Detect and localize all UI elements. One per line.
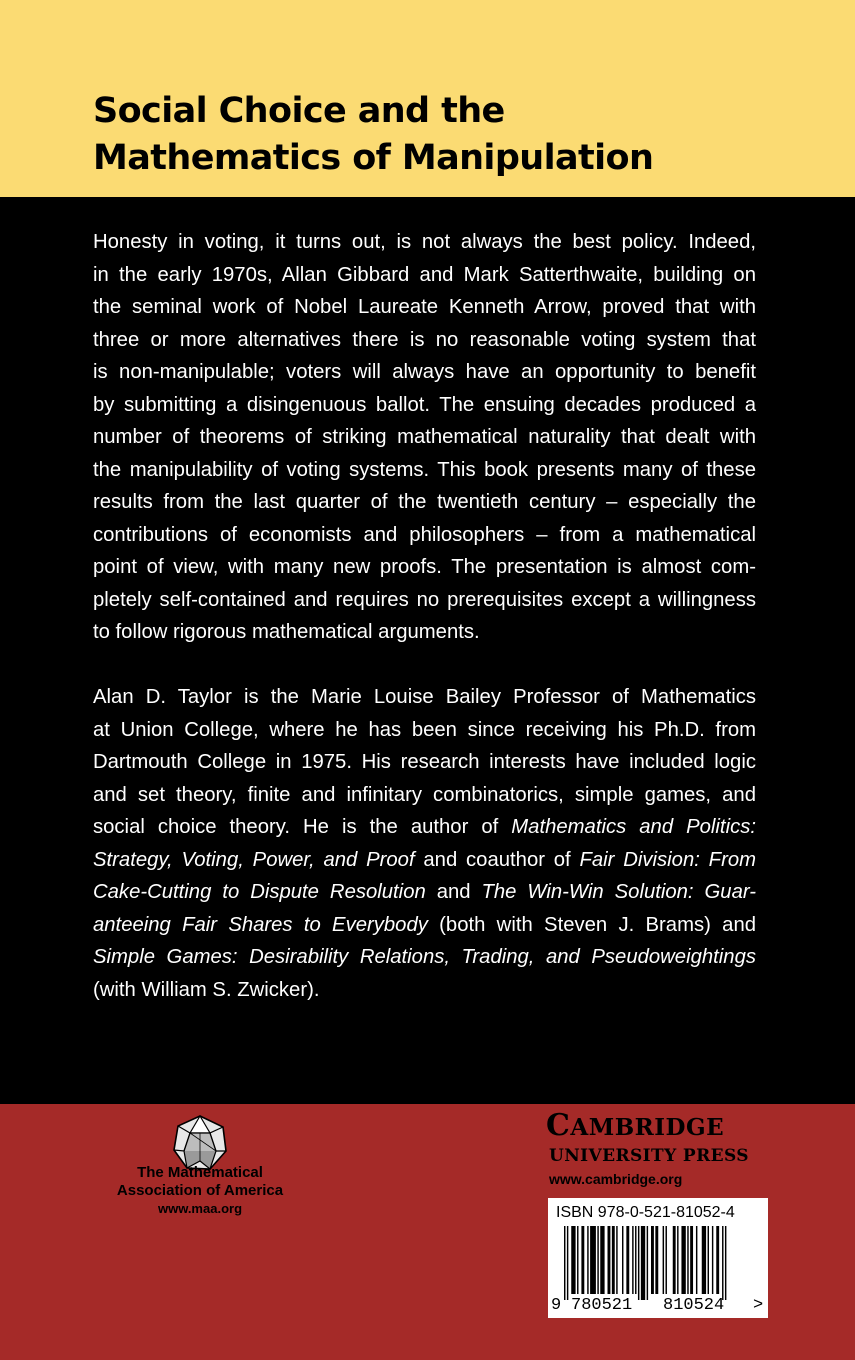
description-line: number of theorems of striking mathematical naturality that dealt with [93,426,756,448]
barcode-bar [651,1226,654,1294]
bio-text: (both with Steven J. Brams) and [427,913,756,936]
barcode-bar [581,1226,584,1294]
blurb-area [0,197,855,1104]
bio-text: and coauthor of [414,848,580,871]
isbn-barcode [548,1198,768,1318]
book-title-italic: Strategy, Voting, Power, and Proof [93,848,415,871]
barcode-bar [632,1226,633,1294]
cambridge-rest: AMBRIDGE [570,1114,725,1141]
isbn-label: ISBN 978-0-521-81052-4 [556,1204,735,1221]
book-title-italic: The Win-Win Solution: Guar- [481,881,756,903]
description-line: the manipulability of voting systems. This book presents many of these [93,458,756,481]
barcode-bar [687,1226,688,1294]
bio-line: Dartmouth College in 1975. His research interests have included logic [93,751,756,773]
book-title-italic: Fair Division: From [579,848,756,871]
bio-line: and set theory, finite and infinitary combinatorics, simple games, and [93,783,756,806]
bio-line [93,811,756,844]
title-line-2: Mathematics of Manipulation [93,138,654,178]
barcode-bar [677,1226,678,1294]
title-line-1: Social Choice and the [93,91,505,131]
barcode-bar [635,1226,636,1294]
description-line: the seminal work of Nobel Laureate Kenneth Arrow, proved that with [93,296,756,318]
barcode-digit-group-1: 780521 [571,1296,633,1315]
barcode-digit-first: 9 [551,1296,562,1315]
barcode-bar [690,1226,693,1294]
barcode-bar [702,1226,706,1294]
publisher-band [0,1104,855,1360]
description-paragraph [93,226,756,649]
title-band [0,0,855,197]
barcode-bar [622,1226,623,1294]
barcode-bar [612,1226,615,1294]
description-line: point of view, with many new proofs. The presentation is almost com- [93,556,756,578]
cambridge-initial: C [546,1108,571,1143]
description-line: in the early 1970s, Allan Gibbard and Mark Satterthwaite, building on [93,263,756,286]
description-line: by submitting a disingenuous ballot. The ensuing decades produced a [93,393,756,416]
description-line: pletely self-contained and requires no prerequisites except a willingness [93,588,756,611]
university-press-label: UNIVERSITY PRESS [549,1146,749,1166]
bio-line: Alan D. Taylor is the Marie Louise Bailey Professor of Mathematics [93,686,756,708]
barcode-bar [608,1226,611,1294]
barcode-bar [564,1226,565,1300]
barcode-bar [673,1226,676,1294]
barcode-bar [655,1226,658,1294]
description-line: is non-manipulable; voters will always have an opportunity to benefit [93,361,756,383]
barcode-bar [647,1226,648,1300]
barcode-arrow: > [753,1296,764,1315]
barcode-bar [638,1226,639,1300]
bio-text: and [425,881,482,903]
barcode-bar [725,1226,726,1300]
barcode-bar [716,1226,719,1294]
book-title-italic: Cake-Cutting to Dispute Resolution [93,881,426,903]
barcode-bar [666,1226,667,1294]
description-line: contributions of economists and philosophers – from a mathematical [93,523,756,546]
barcode-bar [626,1226,629,1294]
bio-line [93,941,756,974]
barcode-bar [722,1226,723,1300]
barcode-bar [590,1226,596,1294]
barcode-bar [567,1226,568,1300]
barcode-bar [600,1226,604,1294]
bio-text: social choice theory. He is the author of [93,816,512,838]
book-title-italic: Mathematics and Politics: [511,816,756,838]
bio-line: at Union College, where he has been since receiving his Ph.D. from [93,718,756,741]
barcode-digit-group-2: 810524 [663,1296,725,1315]
barcode-bar [571,1226,575,1294]
bio-line [93,844,756,877]
barcode-bar [681,1226,685,1294]
barcode-bar [663,1226,664,1294]
barcode-bar [712,1226,713,1294]
description-line: results from the last quarter of the twentieth century – especially the [93,491,756,513]
bio-line [93,909,756,942]
barcode-bar [641,1226,645,1300]
maa-name-line-2: Association of America [116,1182,284,1199]
cambridge-url: www.cambridge.org [549,1171,683,1187]
barcode-bar [597,1226,598,1294]
author-bio-paragraph [93,681,756,1006]
barcode-bar [708,1226,709,1294]
book-title-italic: Simple Games: Desirability Relations, Trading, and Pseudoweightings [93,946,756,968]
maa-url: www.maa.org [157,1201,243,1216]
description-line: Honesty in voting, it turns out, is not always the best policy. Indeed, [93,231,756,253]
barcode-bar [616,1226,617,1294]
barcode-bar [696,1226,697,1294]
maa-name-line-1: The Mathematical [137,1164,263,1181]
barcode-bar [587,1226,588,1294]
description-line: to follow rigorous mathematical arguments. [93,621,480,643]
maa-name [80,1164,320,1218]
cambridge-logo-text [546,1110,770,1144]
bio-line: (with William S. Zwicker). [93,978,320,1001]
book-title-italic: anteeing Fair Shares to Everybody [93,913,428,936]
description-line: three or more alternatives there is no reasonable voting system that [93,328,756,351]
barcode-bar [577,1226,578,1294]
bio-line [93,876,756,909]
book-title [93,88,813,182]
